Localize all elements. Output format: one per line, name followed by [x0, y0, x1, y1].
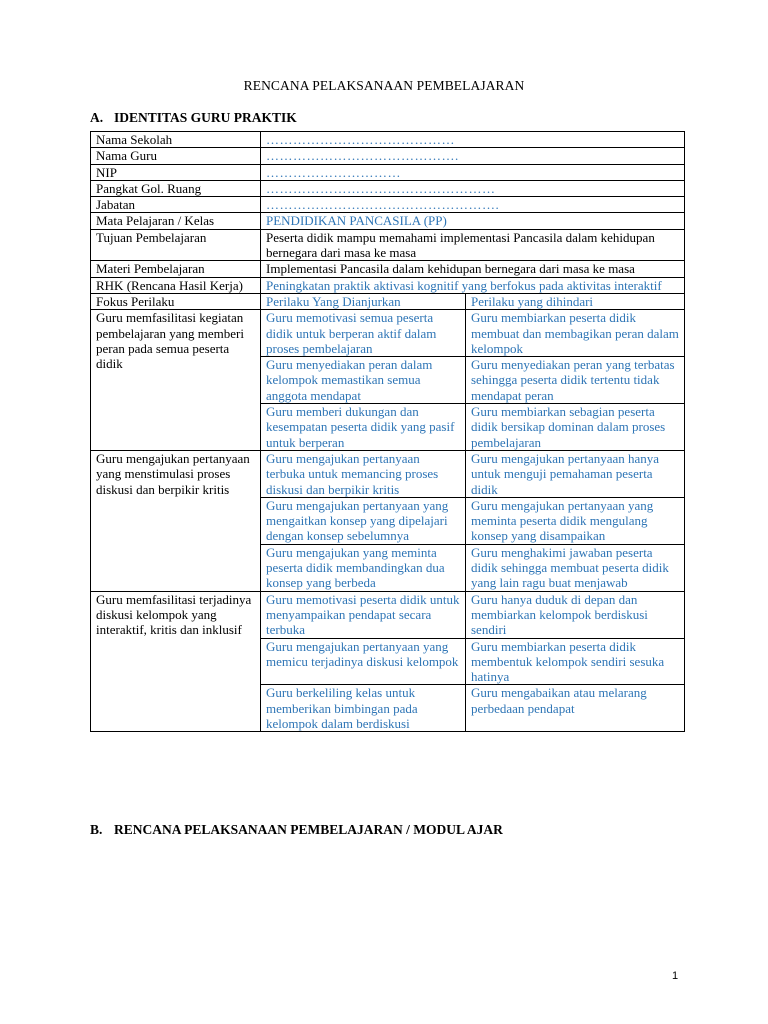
avoided-behavior: Guru hanya duduk di depan dan membiarkan kelompok berdiskusi sendiri: [466, 591, 685, 638]
focus-group-label: Guru memfasilitasi terjadinya diskusi kelompok yang interaktif, kritis dan inklusif: [91, 591, 261, 732]
focus-header-recommended: Perilaku Yang Dianjurkan: [261, 293, 466, 309]
value-nama-guru[interactable]: …………………………………….: [261, 148, 685, 164]
section-a-label: IDENTITAS GURU PRAKTIK: [114, 110, 297, 125]
section-a-heading: [90, 110, 297, 126]
avoided-behavior: Guru membiarkan peserta didik membentuk kelompok sendiri sesuka hatinya: [466, 638, 685, 685]
focus-row: [91, 310, 685, 357]
recommended-behavior: Guru mengajukan pertanyaan yang mengaitkan konsep yang dipelajari dengan konsep sebelumnya: [261, 497, 466, 544]
row-nip: [91, 164, 685, 180]
avoided-behavior: Guru mengabaikan atau melarang perbedaan pendapat: [466, 685, 685, 732]
label-rhk: RHK (Rencana Hasil Kerja): [91, 277, 261, 293]
value-tujuan: Peserta didik mampu memahami implementasi Pancasila dalam kehidupan bernegara dari masa ke masa: [261, 229, 685, 261]
avoided-behavior: Guru membiarkan sebagian peserta didik bersikap dominan dalam proses pembelajaran: [466, 404, 685, 451]
focus-header-avoided: Perilaku yang dihindari: [466, 293, 685, 309]
avoided-behavior: Guru menyediakan peran yang terbatas sehingga peserta didik tertentu tidak mendapat peran: [466, 357, 685, 404]
label-mata-pelajaran: Mata Pelajaran / Kelas: [91, 213, 261, 229]
avoided-behavior: Guru membiarkan peserta didik membuat dan membagikan peran dalam kelompok: [466, 310, 685, 357]
recommended-behavior: Guru memotivasi semua peserta didik untuk berperan aktif dalam proses pembelajaran: [261, 310, 466, 357]
focus-group-label: Guru mengajukan pertanyaan yang menstimulasi proses diskusi dan berpikir kritis: [91, 450, 261, 591]
focus-header-label: Fokus Perilaku: [91, 293, 261, 309]
row-rhk: [91, 277, 685, 293]
identity-table: [90, 131, 685, 732]
label-nip: NIP: [91, 164, 261, 180]
label-jabatan: Jabatan: [91, 197, 261, 213]
section-a-number: A.: [90, 110, 104, 125]
avoided-behavior: Guru mengajukan pertanyaan hanya untuk menguji pemahaman peserta didik: [466, 450, 685, 497]
row-focus-header: [91, 293, 685, 309]
row-tujuan: [91, 229, 685, 261]
focus-row: [91, 591, 685, 638]
row-nama-guru: [91, 148, 685, 164]
row-pangkat: [91, 180, 685, 196]
document-title: RENCANA PELAKSANAAN PEMBELAJARAN: [243, 78, 525, 93]
section-b-heading: [90, 822, 503, 838]
row-materi: [91, 261, 685, 277]
label-nama-sekolah: Nama Sekolah: [91, 132, 261, 148]
recommended-behavior: Guru mengajukan yang meminta peserta didik membandingkan dua konsep yang berbeda: [261, 544, 466, 591]
value-pangkat[interactable]: ……………………………………………: [261, 180, 685, 196]
recommended-behavior: Guru menyediakan peran dalam kelompok memastikan semua anggota mendapat: [261, 357, 466, 404]
focus-row: [91, 450, 685, 497]
recommended-behavior: Guru memotivasi peserta didik untuk menyampaikan pendapat secara terbuka: [261, 591, 466, 638]
row-mata-pelajaran: [91, 213, 685, 229]
label-nama-guru: Nama Guru: [91, 148, 261, 164]
avoided-behavior: Guru menghakimi jawaban peserta didik sehingga membuat peserta didik yang lain ragu buat menjawab: [466, 544, 685, 591]
section-b-label: RENCANA PELAKSANAAN PEMBELAJARAN / MODUL AJAR: [114, 822, 503, 837]
row-nama-sekolah: [91, 132, 685, 148]
label-tujuan: Tujuan Pembelajaran: [91, 229, 261, 261]
value-jabatan[interactable]: …………………………………………….: [261, 197, 685, 213]
value-rhk: Peningkatan praktik aktivasi kognitif yang berfokus pada aktivitas interaktif: [261, 277, 685, 293]
section-b-number: B.: [90, 822, 103, 837]
value-mata-pelajaran: PENDIDIKAN PANCASILA (PP): [261, 213, 685, 229]
label-pangkat: Pangkat Gol. Ruang: [91, 180, 261, 196]
recommended-behavior: Guru mengajukan pertanyaan yang memicu terjadinya diskusi kelompok: [261, 638, 466, 685]
label-materi: Materi Pembelajaran: [91, 261, 261, 277]
recommended-behavior: Guru berkeliling kelas untuk memberikan bimbingan pada kelompok dalam berdiskusi: [261, 685, 466, 732]
avoided-behavior: Guru mengajukan pertanyaan yang meminta peserta didik mengulang konsep yang disampaikan: [466, 497, 685, 544]
value-materi: Implementasi Pancasila dalam kehidupan bernegara dari masa ke masa: [261, 261, 685, 277]
page-number: 1: [672, 970, 679, 982]
recommended-behavior: Guru mengajukan pertanyaan terbuka untuk memancing proses diskusi dan berpikir kritis: [261, 450, 466, 497]
value-nip[interactable]: …………………………: [261, 164, 685, 180]
focus-group-label: Guru memfasilitasi kegiatan pembelajaran yang memberi peran pada semua peserta didik: [91, 310, 261, 451]
value-nama-sekolah[interactable]: ……………………………………: [261, 132, 685, 148]
recommended-behavior: Guru memberi dukungan dan kesempatan peserta didik yang pasif untuk berperan: [261, 404, 466, 451]
row-jabatan: [91, 197, 685, 213]
